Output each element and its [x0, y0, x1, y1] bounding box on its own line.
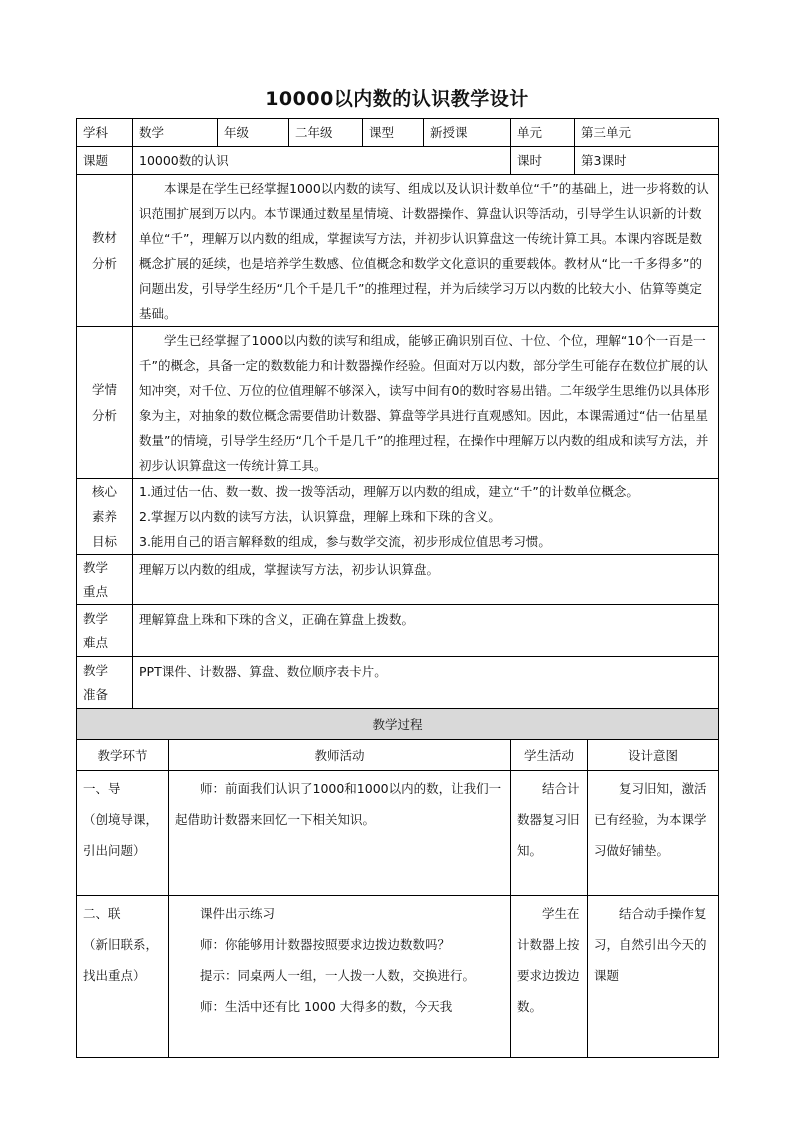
teacher-line: 师：生活中还有比 1000 大得多的数，今天我: [200, 999, 453, 1014]
grade-label: 年级: [218, 119, 289, 147]
stage-title: 一、导: [83, 781, 121, 796]
intent-text: 结合动手操作复习，自然引出今天的课题: [594, 906, 707, 983]
goal-item: 3.能用自己的语言解释数的组成，参与数学交流，初步形成位值思考习惯。: [139, 534, 551, 549]
difficulty-text: 理解算盘上珠和下珠的含义，正确在算盘上拨数。: [133, 605, 719, 657]
preparation-row: [77, 657, 719, 709]
col-stage: 教学环节: [77, 740, 169, 771]
core-goals-text: [133, 479, 719, 555]
design-intent: [588, 896, 719, 1058]
difficulty-label: 教学 难点: [77, 605, 133, 657]
learner-analysis-row: [77, 327, 719, 479]
student-text: 结合计数器复习旧知。: [517, 781, 580, 858]
key-point-row: [77, 555, 719, 605]
learner-analysis-text: [133, 327, 719, 479]
intent-text: 复习旧知，激活已有经验，为本课学习做好铺垫。: [594, 781, 707, 858]
student-activity: [511, 771, 588, 896]
subject-label: 学科: [77, 119, 133, 147]
type-value: 新授课: [424, 119, 511, 147]
difficulty-row: [77, 605, 719, 657]
teacher-line: 课件出示练习: [200, 906, 276, 921]
teacher-line: 师：前面我们认识了1000和1000以内的数，让我们一起借助计数器来回忆一下相关知识。: [175, 781, 502, 827]
goal-item: 2.掌握万以内数的读写方法，认识算盘，理解上珠和下珠的含义。: [139, 509, 501, 524]
process-header: 教学过程: [77, 709, 719, 740]
process-row-2: [77, 896, 719, 1058]
topic-value: 10000数的认识: [133, 147, 511, 175]
unit-label: 单元: [511, 119, 575, 147]
learner-analysis-paragraph: 学生已经掌握了1000以内数的读写和组成，能够正确识别百位、十位、个位，理解“10个一百是一千”的概念，具备一定的数数能力和计数器操作经验。但面对万以内数，部分学生可能存在数位扩展的认知冲突，对千位、万位的位值理解不够深入，读写中间有0的数时容易出错。二年级学生思维仍以具体形象为主，对抽象的数位概念需要借助计数器、算盘等学具进行直观感知。因此，本课需通过“估一估星星数量”的情境，引导学生经历“几个千是几千”的推理过程，在操作中理解万以内数的组成和读写方法，并初步认识算盘这一传统计算工具。: [139, 332, 710, 473]
stage-cell: [77, 896, 169, 1058]
stage-cell: [77, 771, 169, 896]
key-point-label: 教学 重点: [77, 555, 133, 605]
process-row-1: [77, 771, 719, 896]
info-row-1: [77, 119, 719, 147]
textbook-analysis-label: 教材 分析: [77, 175, 133, 327]
period-label: 课时: [511, 147, 575, 175]
goal-item: 1.通过估一估、数一数、拨一拨等活动，理解万以内数的组成，建立“千”的计数单位概念。: [139, 484, 639, 499]
info-row-2: [77, 147, 719, 175]
unit-value: 第三单元: [575, 119, 719, 147]
topic-label: 课题: [77, 147, 133, 175]
teacher-activity: [169, 771, 511, 896]
lesson-plan-table: [76, 118, 719, 1058]
type-label: 课型: [363, 119, 424, 147]
preparation-text: PPT课件、计数器、算盘、数位顺序表卡片。: [133, 657, 719, 709]
teacher-activity: [169, 896, 511, 1058]
core-goals-row: [77, 479, 719, 555]
textbook-analysis-paragraph: 本课是在学生已经掌握1000以内数的读写、组成以及认识计数单位“千”的基础上，进一步将数的认识范围扩展到万以内。本节课通过数星星情境、计数器操作、算盘认识等活动，引导学生认识新的计数单位“千”，理解万以内数的组成，掌握读写方法，并初步认识算盘这一传统计算工具。本课内容既是数概念扩展的延续，也是培养学生数感、位值概念和数学文化意识的重要载体。教材从“比一千多得多”的问题出发，引导学生经历“几个千是几千”的推理过程，并为后续学习万以内数的比较大小、估算等奠定基础。: [139, 180, 709, 321]
stage-title: 二、联: [83, 906, 121, 921]
col-teacher: 教师活动: [169, 740, 511, 771]
teacher-line: 提示：同桌两人一组，一人拨一人数，交换进行。: [200, 968, 476, 983]
textbook-analysis-text: [133, 175, 719, 327]
design-intent: [588, 771, 719, 896]
period-value: 第3课时: [575, 147, 719, 175]
student-activity: [511, 896, 588, 1058]
teacher-line: 师：你能够用计数器按照要求边拨边数数吗？: [200, 937, 451, 952]
preparation-label: 教学 准备: [77, 657, 133, 709]
grade-value: 二年级: [289, 119, 363, 147]
subject-value: 数学: [133, 119, 218, 147]
textbook-analysis-row: [77, 175, 719, 327]
core-goals-label: 核心 素养 目标: [77, 479, 133, 555]
col-student: 学生活动: [511, 740, 588, 771]
stage-subtitle: （创境导课，引出问题）: [83, 812, 159, 858]
process-header-row: [77, 709, 719, 740]
col-intent: 设计意图: [588, 740, 719, 771]
student-text: 学生在计数器上按要求边拨边数。: [517, 906, 580, 1014]
process-columns-row: [77, 740, 719, 771]
page-title: 10000以内数的认识教学设计: [265, 88, 529, 110]
learner-analysis-label: 学情 分析: [77, 327, 133, 479]
stage-subtitle: （新旧联系，找出重点）: [83, 937, 159, 983]
key-point-text: 理解万以内数的组成，掌握读写方法，初步认识算盘。: [133, 555, 719, 605]
